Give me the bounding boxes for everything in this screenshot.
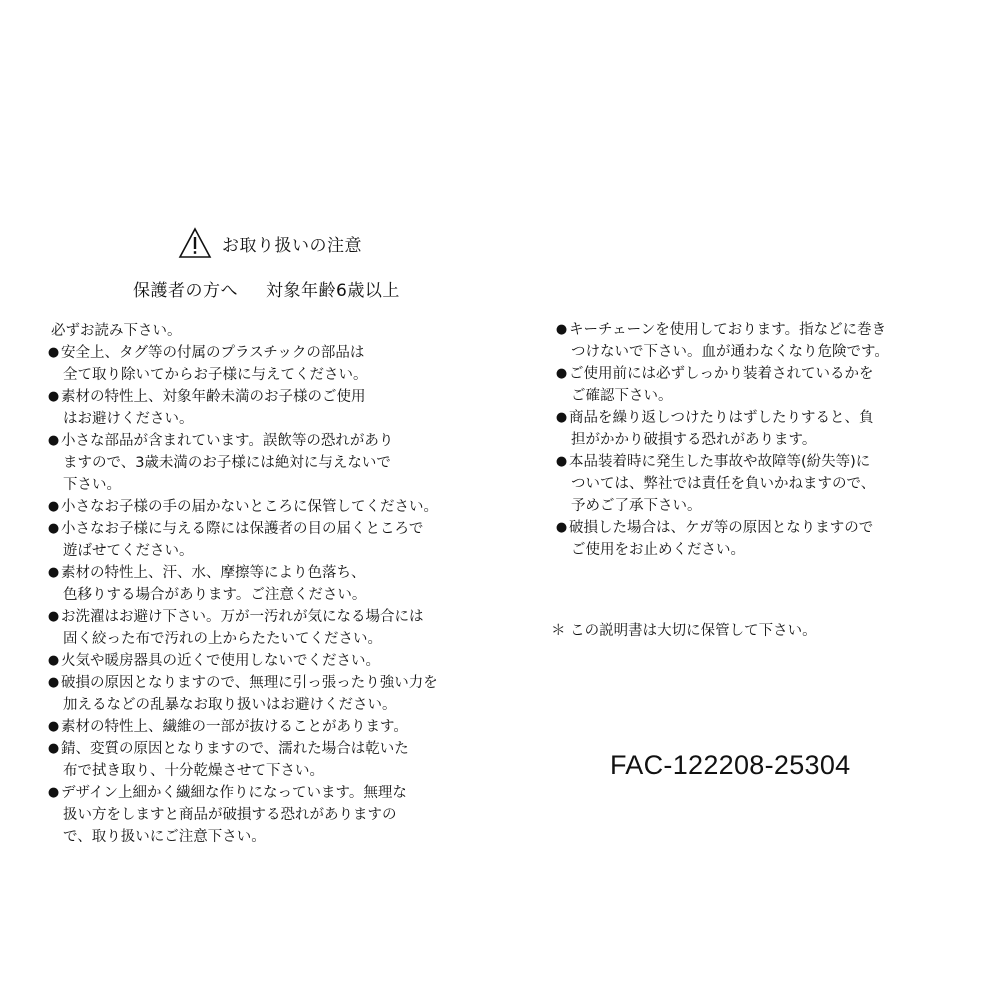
caution-line: 布で拭き取り、十分乾燥させて下さい。 bbox=[63, 763, 324, 779]
bullet-mark: ● bbox=[47, 499, 60, 514]
caution-line: 商品を繰り返しつけたりはずしたりすると、負 bbox=[569, 410, 874, 426]
caution-text bbox=[61, 716, 408, 738]
notice-title-row bbox=[178, 226, 362, 260]
caution-line: 素材の特性上、繊維の一部が抜けることがあります。 bbox=[61, 719, 408, 735]
caution-text bbox=[569, 319, 889, 363]
caution-line: ご確認下さい。 bbox=[571, 388, 673, 404]
target-age: 対象年齢6歳以上 bbox=[266, 281, 400, 301]
bullet-mark: ● bbox=[47, 389, 60, 404]
caution-line: 下さい。 bbox=[63, 477, 121, 493]
keep-manual-note: ＊ この説明書は大切に保管して下さい。 bbox=[551, 623, 817, 639]
caution-line: キーチェーンを使用しております。指などに巻き bbox=[569, 322, 887, 338]
caution-item bbox=[46, 606, 466, 650]
bullet-mark: ● bbox=[47, 521, 60, 536]
caution-line: 色移りする場合があります。ご注意ください。 bbox=[63, 587, 367, 603]
caution-line: 扱い方をしますと商品が破損する恐れがありますの bbox=[63, 807, 397, 823]
caution-line: 破損した場合は、ケガ等の原因となりますので bbox=[569, 520, 874, 536]
caution-item bbox=[46, 672, 466, 716]
bullet-mark: ● bbox=[47, 609, 60, 624]
caution-line: デザイン上細かく繊細な作りになっています。無理な bbox=[61, 785, 407, 801]
caution-item bbox=[46, 650, 466, 672]
caution-line: 小さなお子様に与える際には保護者の目の届くところで bbox=[61, 521, 424, 537]
caution-line: 遊ばせてください。 bbox=[63, 543, 194, 559]
caution-text bbox=[569, 517, 873, 561]
bullet-mark: ● bbox=[555, 322, 568, 337]
caution-text bbox=[569, 363, 874, 407]
caution-text bbox=[569, 407, 874, 451]
caution-text bbox=[61, 606, 424, 650]
caution-item bbox=[554, 517, 944, 561]
caution-item bbox=[46, 342, 466, 386]
left-caution-list bbox=[46, 320, 466, 848]
caution-line: 固く絞った布で汚れの上からたたいてください。 bbox=[63, 631, 382, 647]
caution-text bbox=[61, 782, 407, 848]
caution-item bbox=[46, 430, 466, 496]
caution-line: 破損の原因となりますので、無理に引っ張ったり強い力を bbox=[61, 675, 438, 691]
caution-line: 火気や暖房器具の近くで使用しないでください。 bbox=[61, 653, 380, 669]
caution-text bbox=[61, 518, 423, 562]
caution-item bbox=[46, 716, 466, 738]
intro-text: 必ずお読み下さい。 bbox=[51, 323, 182, 339]
caution-text bbox=[61, 650, 380, 672]
caution-line: はお避けください。 bbox=[63, 411, 194, 427]
caution-line: 本品装着時に発生した事故や故障等(紛失等)に bbox=[569, 454, 871, 470]
bullet-mark: ● bbox=[555, 454, 568, 469]
bullet-mark: ● bbox=[47, 433, 60, 448]
bullet-mark: ● bbox=[47, 785, 60, 800]
caution-text bbox=[61, 562, 366, 606]
caution-text bbox=[61, 342, 368, 386]
caution-item bbox=[554, 363, 944, 407]
caution-text bbox=[61, 672, 438, 716]
bullet-mark: ● bbox=[555, 520, 568, 535]
caution-line: 錆、変質の原因となりますので、濡れた場合は乾いた bbox=[61, 741, 409, 757]
caution-item bbox=[554, 451, 944, 517]
bullet-mark: ● bbox=[47, 719, 60, 734]
caution-line: つけないで下さい。血が通わなくなり危険です。 bbox=[571, 344, 889, 360]
caution-line: で、取り扱いにご注意下さい。 bbox=[63, 829, 266, 845]
caution-line: 素材の特性上、汗、水、摩擦等により色落ち、 bbox=[61, 565, 366, 581]
caution-line: 小さな部品が含まれています。誤飲等の恐れがあり bbox=[61, 433, 394, 449]
caution-text bbox=[61, 738, 409, 782]
caution-item bbox=[46, 518, 466, 562]
caution-item bbox=[46, 782, 466, 848]
notice-title: お取り扱いの注意 bbox=[222, 235, 362, 256]
right-caution-list bbox=[554, 319, 944, 561]
caution-text bbox=[569, 451, 875, 517]
bullet-mark: ● bbox=[47, 741, 60, 756]
caution-line: 素材の特性上、対象年齢未満のお子様のご使用 bbox=[61, 389, 366, 405]
caution-item bbox=[46, 562, 466, 606]
caution-line: ますので、3歳未満のお子様には絶対に与えないで bbox=[63, 455, 391, 471]
caution-item bbox=[46, 496, 466, 518]
caution-line: 加えるなどの乱暴なお取り扱いはお避けください。 bbox=[63, 697, 397, 713]
bullet-mark: ● bbox=[47, 345, 60, 360]
caution-line: ついては、弊社では責任を負いかねますので、 bbox=[571, 476, 876, 492]
caution-line: 予めご了承下さい。 bbox=[571, 498, 702, 514]
warning-triangle-icon bbox=[178, 227, 212, 259]
bullet-mark: ● bbox=[47, 653, 60, 668]
caution-line: 小さなお子様の手の届かないところに保管してください。 bbox=[61, 499, 438, 515]
caution-text bbox=[61, 386, 366, 430]
bullet-mark: ● bbox=[47, 565, 60, 580]
caution-item bbox=[46, 738, 466, 782]
caution-line: 担がかかり破損する恐れがあります。 bbox=[571, 432, 817, 448]
bullet-mark: ● bbox=[555, 410, 568, 425]
caution-text bbox=[61, 496, 438, 518]
caution-line: 全て取り除いてからお子様に与えてください。 bbox=[63, 367, 368, 383]
caution-text bbox=[61, 430, 393, 496]
caution-item bbox=[554, 407, 944, 451]
target-audience: 保護者の方へ bbox=[133, 281, 238, 301]
caution-line: ご使用前には必ずしっかり装着されているかを bbox=[569, 366, 874, 382]
caution-line: ご使用をお止めください。 bbox=[571, 542, 745, 558]
caution-item bbox=[554, 319, 944, 363]
caution-line: お洗濯はお避け下さい。万が一汚れが気になる場合には bbox=[61, 609, 424, 625]
caution-line: 安全上、タグ等の付属のプラスチックの部品は bbox=[61, 345, 365, 361]
bullet-mark: ● bbox=[555, 366, 568, 381]
product-code: FAC-122208-25304 bbox=[610, 750, 851, 780]
bullet-mark: ● bbox=[47, 675, 60, 690]
caution-item bbox=[46, 386, 466, 430]
